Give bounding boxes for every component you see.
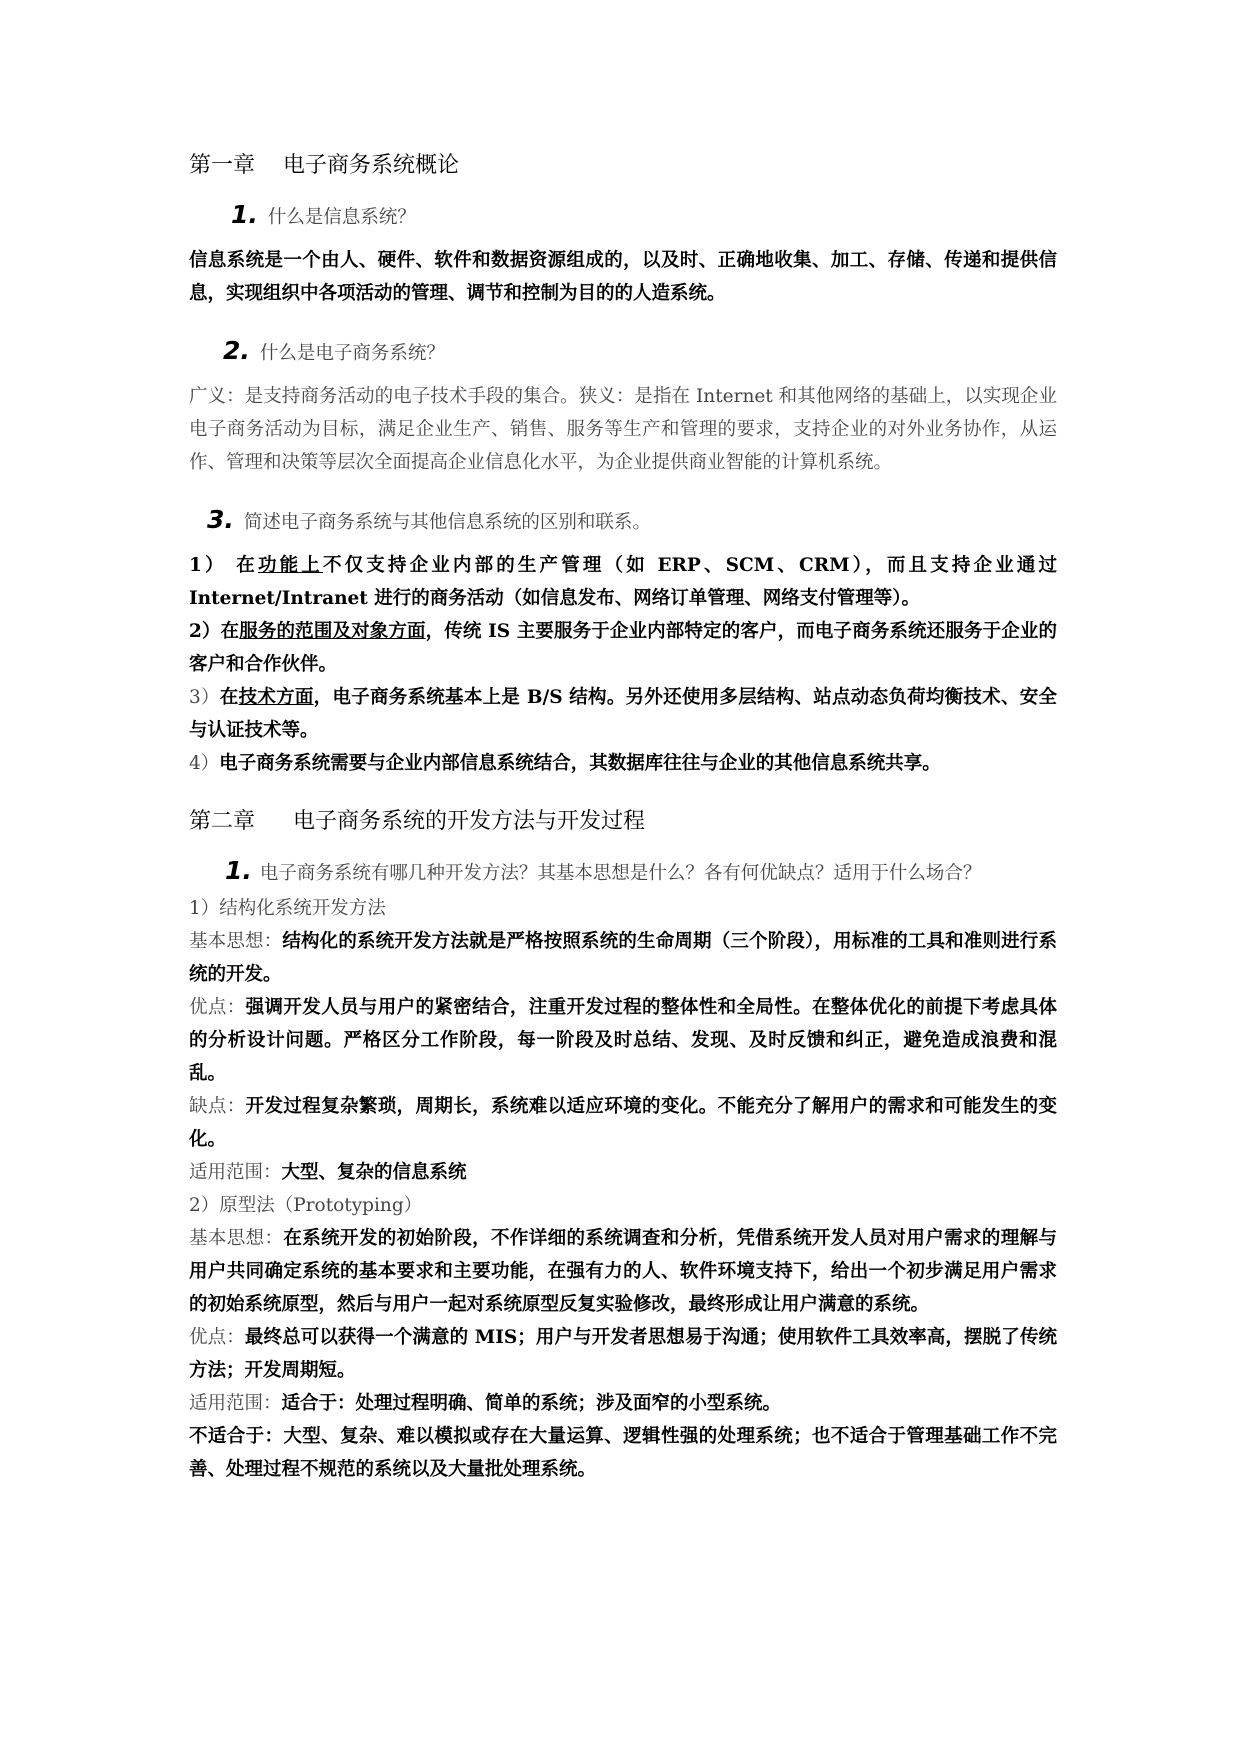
ch1-question-3-number: 3. xyxy=(207,505,234,534)
ch1-point-3-number: 3） xyxy=(189,687,220,708)
ch2-question-1 xyxy=(189,854,1057,890)
ch1-point-3 xyxy=(189,681,1057,747)
ch2-method-1-cons-label: 缺点： xyxy=(189,1096,246,1117)
ch1-point-4-number: 4） xyxy=(189,753,220,774)
ch2-method-1-pros-text: 强调开发人员与用户的紧密结合，注重开发过程的整体性和全局性。在整体优化的前提下考虑具体的分析设计问题。严格区分工作阶段，每一阶段及时总结、发现、及时反馈和纠正，避免造成浪费和混乱。 xyxy=(189,997,1057,1084)
ch2-method-1-idea xyxy=(189,925,1057,991)
ch2-method-1-title: 1）结构化系统开发方法 xyxy=(189,898,386,919)
ch1-question-2 xyxy=(189,328,1057,374)
ch2-method-2-scope-text: 适合于：处理过程明确、简单的系统；涉及面窄的小型系统。 xyxy=(281,1393,782,1414)
ch1-point-1-prefix: 1） 在 xyxy=(189,555,258,576)
ch2-method-2-idea-label: 基本思想： xyxy=(189,1228,284,1249)
ch2-method-1-idea-text: 结构化的系统开发方法就是严格按照系统的生命周期（三个阶段），用标准的工具和准则进行系统的开发。 xyxy=(189,931,1057,985)
ch1-point-3-text: ，电子商务系统基本上是 B/S 结构。另外还使用多层结构、站点动态负荷均衡技术、安全与认证技术等。 xyxy=(189,687,1057,741)
ch1-question-2-number: 2. xyxy=(223,336,250,365)
chapter-1-title: 电子商务系统概论 xyxy=(283,153,460,178)
ch1-answer-1: 信息系统是一个由人、硬件、软件和数据资源组成的，以及时、正确地收集、加工、存储、传递和提供信息，实现组织中各项活动的管理、调节和控制为目的的人造系统。 xyxy=(189,250,1057,304)
ch1-question-1-number: 1. xyxy=(231,200,258,229)
ch2-method-1-pros xyxy=(189,991,1057,1090)
ch1-question-3 xyxy=(189,497,1057,543)
ch1-point-3-prefix: 在 xyxy=(219,687,239,708)
chapter-1-heading xyxy=(189,150,1057,182)
ch1-point-4 xyxy=(189,747,1057,780)
ch2-method-2-scope xyxy=(189,1387,1057,1420)
ch1-question-1 xyxy=(189,192,1057,238)
ch1-point-2-prefix: 2）在 xyxy=(189,621,240,642)
ch1-point-1-text: 不仅支持企业内部的生产管理（如 ERP、SCM、CRM），而且支持企业通过 Internet/Intranet 进行的商务活动（如信息发布、网络订单管理、网络支付管理等）。 xyxy=(189,555,1057,609)
ch2-method-1-cons-text: 开发过程复杂繁琐，周期长，系统难以适应环境的变化。不能充分了解用户的需求和可能发生的变化。 xyxy=(189,1096,1057,1150)
document-page xyxy=(189,150,1057,1486)
ch2-method-1-idea-label: 基本思想： xyxy=(189,931,283,952)
ch1-point-2-text: ，传统 IS 主要服务于企业内部特定的客户，而电子商务系统还服务于企业的客户和合作伙伴。 xyxy=(189,621,1057,675)
ch1-question-1-text: 什么是信息系统？ xyxy=(267,207,416,228)
ch2-method-1-scope xyxy=(189,1156,1057,1189)
ch2-method-2-pros-text: 最终总可以获得一个满意的 MIS；用户与开发者思想易于沟通；使用软件工具效率高，摆脱了传统方法；开发周期短。 xyxy=(189,1327,1057,1381)
ch1-point-4-text: 电子商务系统需要与企业内部信息系统结合，其数据库往往与企业的其他信息系统共享。 xyxy=(219,753,941,774)
ch1-question-2-text: 什么是电子商务系统？ xyxy=(259,343,445,364)
ch2-method-1-pros-label: 优点： xyxy=(189,997,246,1018)
ch1-point-2-underline: 服务的范围及对象方面 xyxy=(239,621,426,642)
chapter-2-title: 电子商务系统的开发方法与开发过程 xyxy=(293,809,646,834)
ch2-method-2-pros xyxy=(189,1321,1057,1387)
chapter-2-heading xyxy=(189,806,1057,838)
ch2-question-1-text: 电子商务系统有哪几种开发方法？其基本思想是什么？各有何优缺点？适用于什么场合？ xyxy=(259,863,982,884)
ch2-method-1-scope-text: 大型、复杂的信息系统 xyxy=(281,1162,467,1183)
ch2-method-2-scope-label: 适用范围： xyxy=(189,1393,282,1414)
ch2-method-2-idea xyxy=(189,1222,1057,1321)
ch2-method-1-cons xyxy=(189,1090,1057,1156)
chapter-1-number: 第一章 xyxy=(189,153,256,178)
ch1-point-1-underline: 功能上 xyxy=(257,555,323,576)
ch2-method-2-idea-text: 在系统开发的初始阶段，不作详细的系统调查和分析，凭借系统开发人员对用户需求的理解与用户共同确定系统的基本要求和主要功能，在强有力的人、软件环境支持下，给出一个初步满足用户需求的初始系统原型，然后与用户一起对系统原型反复实验修改，最终形成让用户满意的系统。 xyxy=(189,1228,1057,1315)
ch1-point-3-underline: 技术方面 xyxy=(238,687,314,708)
ch1-point-2 xyxy=(189,615,1057,681)
ch2-method-1-scope-label: 适用范围： xyxy=(189,1162,282,1183)
ch1-point-1 xyxy=(189,549,1057,615)
ch1-question-3-text: 简述电子商务系统与其他信息系统的区别和联系。 xyxy=(243,512,651,533)
ch2-method-2-not-suitable: 不适合于：大型、复杂、难以模拟或存在大量运算、逻辑性强的处理系统；也不适合于管理基础工作不完善、处理过程不规范的系统以及大量批处理系统。 xyxy=(189,1426,1057,1480)
ch2-question-1-number: 1. xyxy=(225,856,252,885)
chapter-2-number: 第二章 xyxy=(189,809,256,834)
ch2-method-2-pros-label: 优点： xyxy=(189,1327,245,1348)
ch1-answer-2: 广义：是支持商务活动的电子技术手段的集合。狭义：是指在 Internet 和其他网络的基础上，以实现企业电子商务活动为目标，满足企业生产、销售、服务等生产和管理的要求，支持企业的对外业务协作，从运作、管理和决策等层次全面提高企业信息化水平，为企业提供商业智能的计算机系统。 xyxy=(189,386,1057,473)
ch2-method-2-title: 2）原型法（Prototyping） xyxy=(189,1195,423,1216)
